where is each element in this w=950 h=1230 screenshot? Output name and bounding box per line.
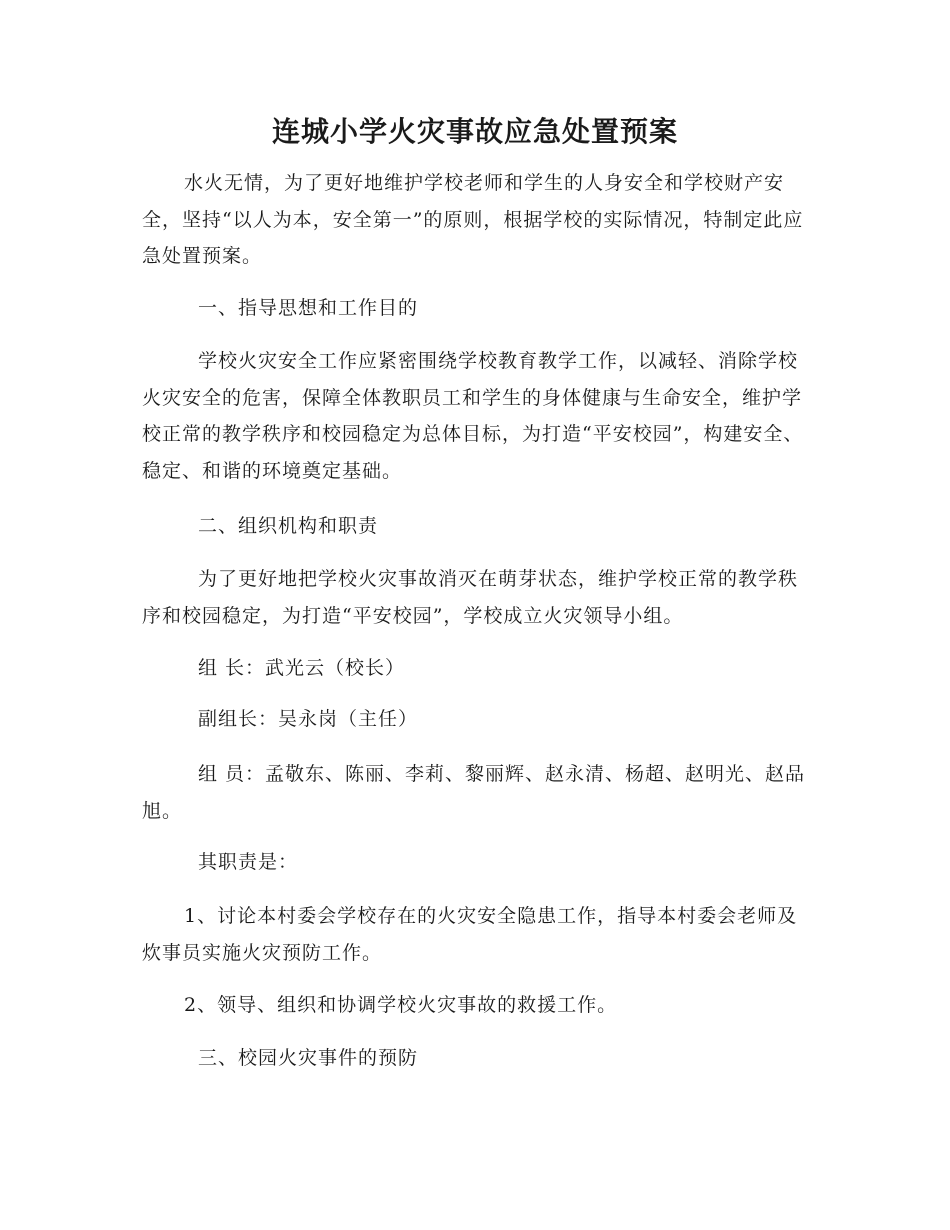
section-1-heading: 一、指导思想和工作目的 bbox=[198, 297, 419, 319]
duty-item-2: 2、领导、组织和协调学校火灾事故的救援工作。 bbox=[184, 994, 618, 1016]
section-1-body: 学校火灾安全工作应紧密围绕学校教育教学工作，以减轻、消除学校火灾安全的危害，保障全体教职员工和学生的身体健康与生命安全，维护学校正常的教学秩序和校园稳定为总体目标，为打造“平安校园”，构建安全、稳定、和谐的环境奠定基础。 bbox=[142, 350, 804, 482]
members-line: 组 员：孟敬东、陈丽、李莉、黎丽辉、赵永清、杨超、赵明光、赵品旭。 bbox=[142, 763, 806, 822]
section-2-body: 为了更好地把学校火灾事故消灭在萌芽状态，维护学校正常的教学秩序和校园稳定，为打造“平安校园”，学校成立火灾领导小组。 bbox=[142, 568, 799, 627]
section-2-heading: 二、组织机构和职责 bbox=[198, 515, 379, 537]
leader-line: 组 长：武光云（校长） bbox=[198, 657, 406, 679]
duty-item-1: 1、讨论本村委会学校存在的火灾安全隐患工作，指导本村委会老师及炊事员实施火灾预防工作。 bbox=[142, 905, 798, 964]
document-title: 连城小学火灾事故应急处置预案 bbox=[271, 115, 678, 148]
duties-heading: 其职责是： bbox=[198, 851, 299, 873]
section-3-heading: 三、校园火灾事件的预防 bbox=[198, 1047, 419, 1069]
vice-leader-line: 副组长：吴永岗（主任） bbox=[198, 708, 419, 730]
intro-paragraph: 水火无情，为了更好地维护学校老师和学生的人身安全和学校财产安全，坚持“以人为本，安全第一”的原则，根据学校的实际情况，特制定此应急处置预案。 bbox=[142, 172, 804, 267]
